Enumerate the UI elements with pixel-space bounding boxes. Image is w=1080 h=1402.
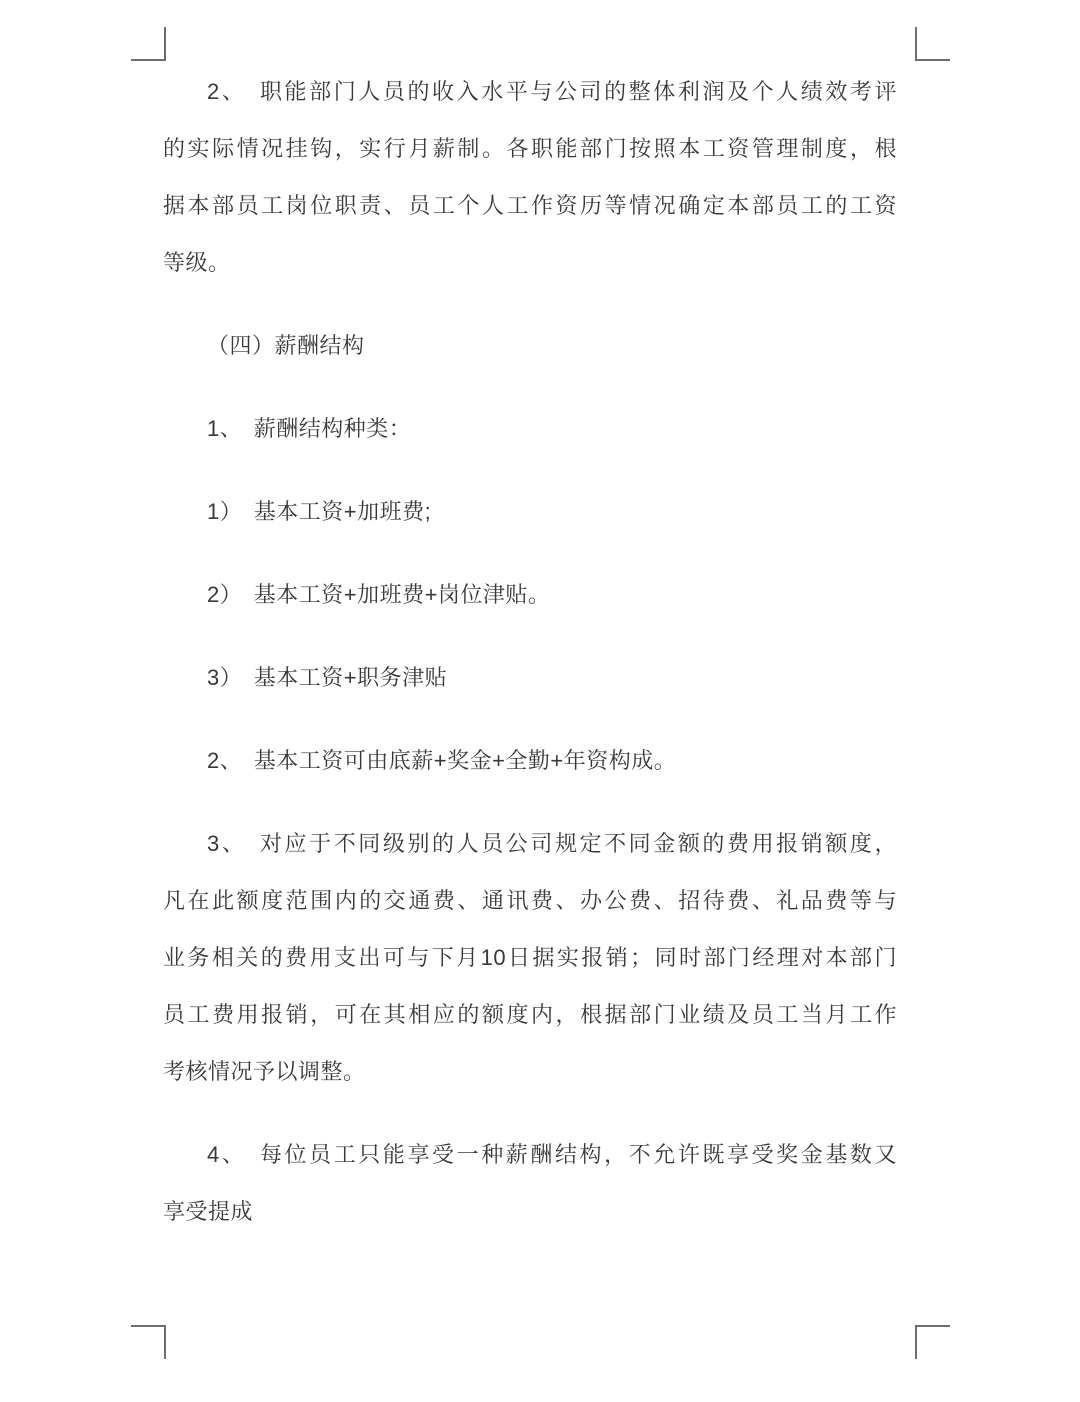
crop-mark-bottom-left [131, 1325, 166, 1359]
paragraph-item-1-base-plus-overtime [163, 483, 897, 540]
paragraph-2-functional-staff [163, 63, 897, 291]
paragraph-4-single-structure-rule [163, 1126, 897, 1240]
text-line: 1） 基本工资+加班费; [207, 499, 432, 524]
paragraph-2-base-wage-composition [163, 732, 897, 789]
paragraph-1-structure-types [163, 400, 897, 457]
text-line: 业务相关的费用支出可与下月10日据实报销；同时部门经理对本部门 [163, 945, 897, 970]
text-line: 2、 基本工资可由底薪+奖金+全勤+年资构成。 [207, 748, 677, 773]
crop-mark-top-right [915, 27, 950, 61]
paragraph-3-expense-reimbursement [163, 815, 897, 1100]
document-body [163, 63, 897, 1240]
text-line: 考核情况予以调整。 [163, 1059, 366, 1084]
crop-mark-top-left [131, 27, 166, 61]
text-line: 据本部员工岗位职责、员工个人工作资历等情况确定本部员工的工资 [163, 193, 897, 218]
text-line: 4、 每位员工只能享受一种薪酬结构，不允许既享受奖金基数又 [207, 1142, 897, 1167]
text-line: 3、 对应于不同级别的人员公司规定不同金额的费用报销额度， [207, 831, 897, 856]
text-line: 等级。 [163, 250, 231, 275]
text-line: 的实际情况挂钩，实行月薪制。各职能部门按照本工资管理制度，根 [163, 136, 897, 161]
text-line: 2、 职能部门人员的收入水平与公司的整体利润及个人绩效考评 [207, 79, 897, 104]
text-line: 员工费用报销，可在其相应的额度内，根据部门业绩及员工当月工作 [163, 1002, 897, 1027]
paragraph-item-2-base-overtime-post-allowance [163, 566, 897, 623]
text-line: 2） 基本工资+加班费+岗位津贴。 [207, 582, 551, 607]
text-line: 3） 基本工资+职务津贴 [207, 665, 448, 690]
text-line: 凡在此额度范围内的交通费、通讯费、办公费、招待费、礼品费等与 [163, 888, 897, 913]
paragraph-section-heading-salary-structure [163, 317, 897, 374]
text-line: 享受提成 [163, 1199, 254, 1224]
text-line: （四）薪酬结构 [207, 333, 365, 358]
paragraph-item-3-base-duty-allowance [163, 649, 897, 706]
crop-mark-bottom-right [915, 1325, 950, 1359]
text-line: 1、 薪酬结构种类： [207, 416, 412, 441]
